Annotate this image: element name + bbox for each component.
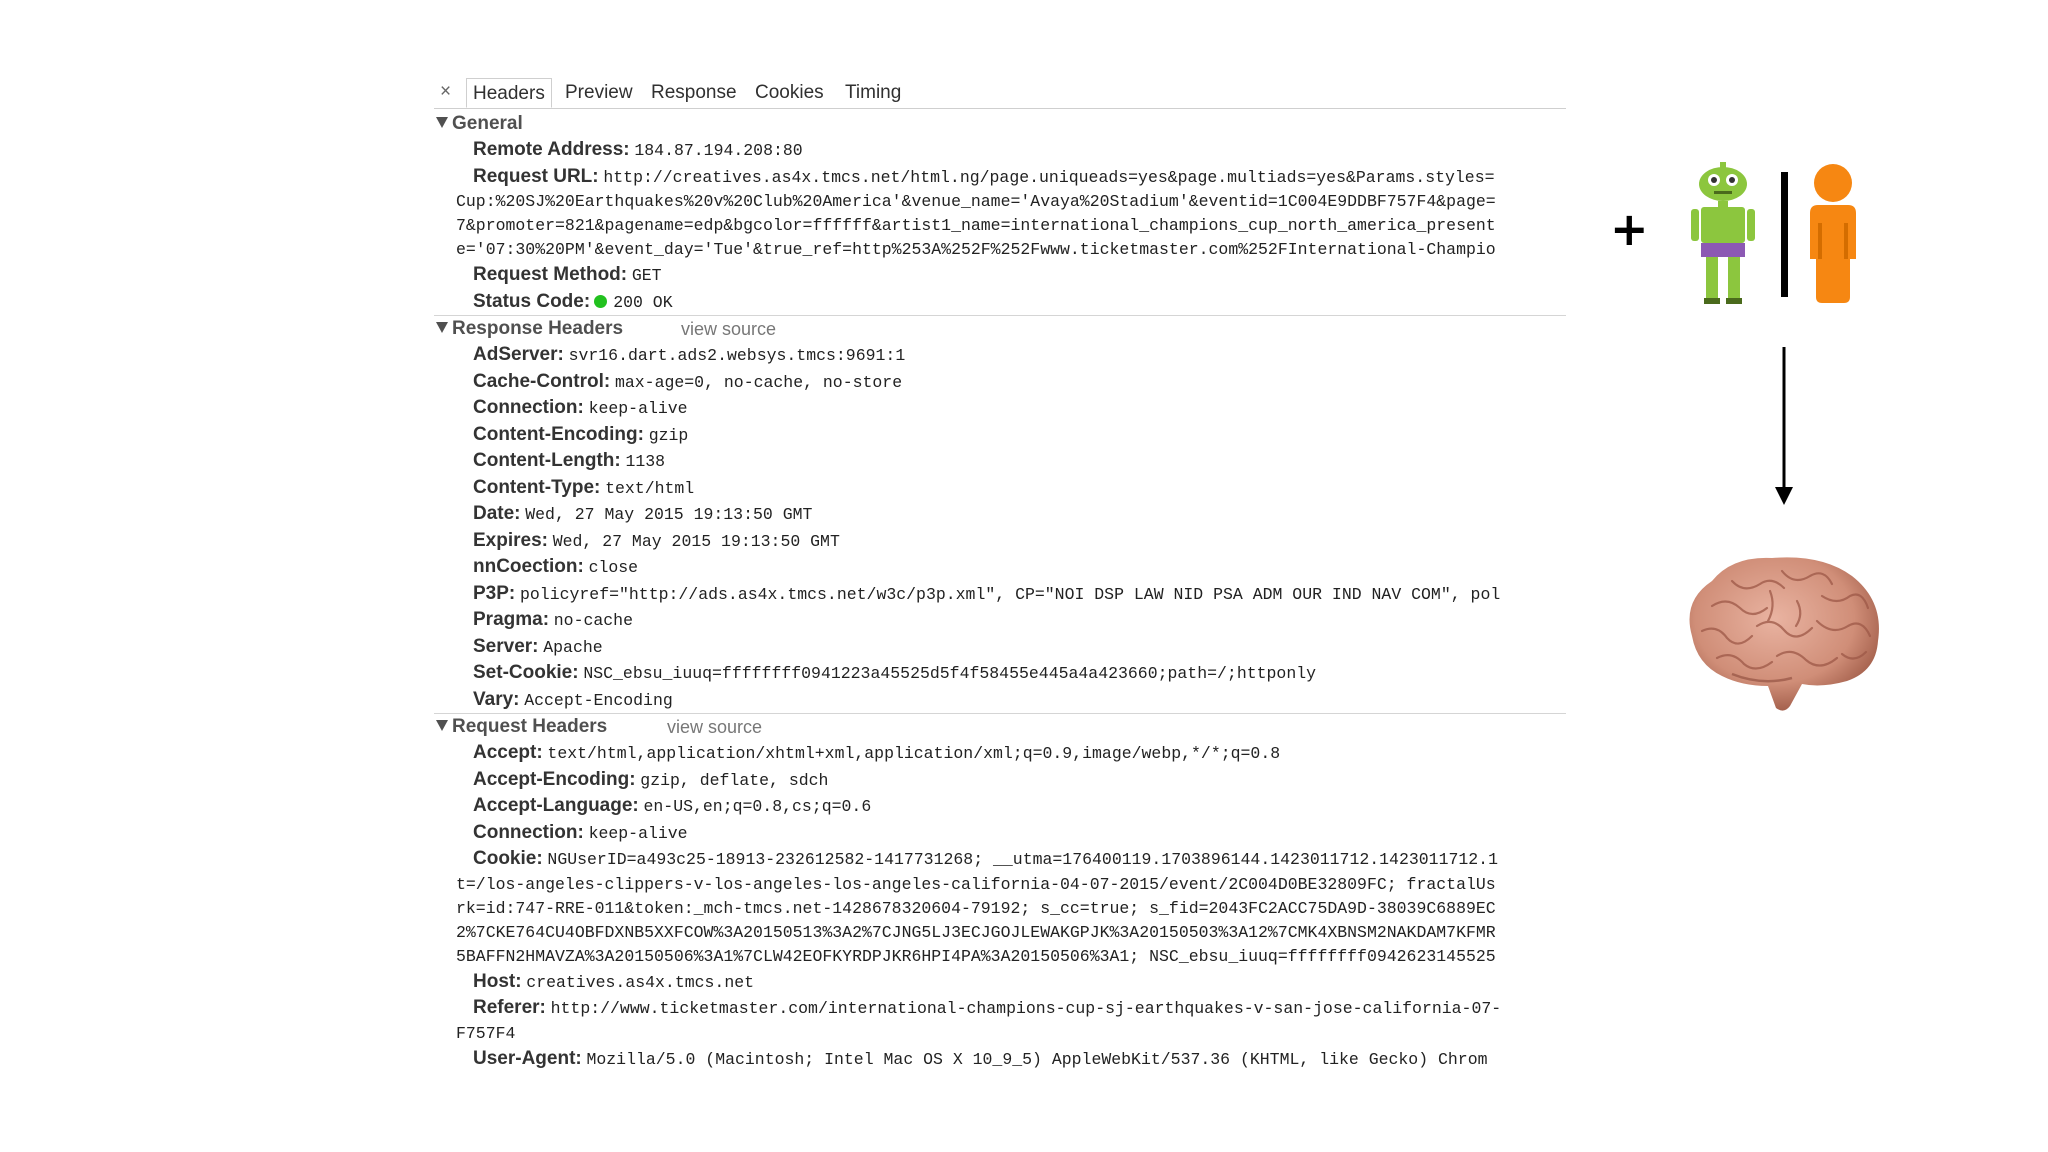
down-arrow-icon — [1774, 347, 1794, 505]
person-icon — [1804, 163, 1862, 303]
header-value: gzip, deflate, sdch — [640, 770, 829, 790]
cookie-continuation: rk=id:747-RRE-011&token:_mch-tmcs.net-1428678320604-79192; s_cc=true; s_fid=2043FC2ACC75DA9D-38039C6889EC — [456, 898, 1496, 918]
tab-preview[interactable]: Preview — [565, 82, 633, 103]
header-key: Request Method: — [473, 264, 628, 285]
header-value: Accept-Encoding — [524, 690, 673, 710]
header-value: no-cache — [553, 611, 633, 630]
response-header-row — [434, 422, 1566, 449]
status-code-row — [434, 289, 1566, 316]
response-header-row — [434, 554, 1566, 581]
header-key: Cache-Control: — [473, 370, 611, 392]
header-key: Connection: — [473, 397, 584, 418]
header-value: text/html,application/xhtml+xml,application/xml;q=0.9,image/webp,*/*;q=0.8 — [547, 744, 1281, 763]
response-header-row — [434, 687, 1566, 714]
response-header-row — [434, 660, 1566, 687]
tab-response[interactable]: Response — [651, 82, 737, 103]
header-value: http://www.ticketmaster.com/international-champions-cup-sj-earthquakes-v-san-jose-california-07- — [550, 999, 1502, 1018]
header-key: nnCoection: — [473, 556, 584, 577]
header-value: creatives.as4x.tmcs.net — [526, 972, 755, 992]
general-section-header[interactable] — [434, 111, 1566, 137]
close-icon[interactable]: × — [440, 81, 452, 102]
robot-icon — [1687, 160, 1759, 306]
general-title: General — [452, 113, 523, 134]
cookie-row — [434, 846, 1566, 873]
user-agent-row — [434, 1046, 1566, 1073]
tab-bar — [434, 78, 1566, 109]
collapse-triangle-icon — [436, 720, 448, 731]
accept-language-row — [434, 793, 1566, 820]
header-key: Pragma: — [473, 609, 550, 630]
view-source-link[interactable]: view source — [667, 717, 763, 737]
response-header-row — [434, 501, 1566, 528]
accept-encoding-row — [434, 767, 1566, 794]
header-value: Apache — [543, 637, 603, 657]
request-method-row — [434, 262, 1566, 289]
status-ok-icon — [594, 295, 607, 308]
header-value: policyref="http://ads.as4x.tmcs.net/w3c/p3p.xml", CP="NOI DSP LAW NID PSA ADM OUR IND NAV COM", pol — [519, 584, 1501, 604]
cookie-continuation: 2%7CKE764CU4OBFDXNB5XXFCOW%3A20150513%3A2%7CJNG5LJ3ECJGOJLEWAKGPJK%3A20150503%3A12%7CMK4XBNSM2NAKDAM7KFMR — [456, 922, 1496, 942]
request-headers-title: Request Headers — [452, 716, 608, 737]
tab-headers[interactable]: Headers — [466, 78, 552, 108]
header-key: Accept-Encoding: — [473, 768, 636, 790]
header-key: Status Code: — [473, 290, 591, 312]
response-headers-title: Response Headers — [452, 318, 624, 339]
devtools-network-panel — [434, 78, 1566, 1069]
request-url-continuation: Cup:%20SJ%20Earthquakes%20v%20Club%20America'&venue_name='Avaya%20Stadium'&eventid=1C004E9DDBF757F4&page= — [456, 192, 1496, 211]
cookie-continuation: t=/los-angeles-clippers-v-los-angeles-los-angeles-california-04-07-2015/event/2C004D0BE32809FC; fractalUs — [456, 874, 1496, 894]
request-url-continuation: e='07:30%20PM'&event_day='Tue'&true_ref=http%253A%252F%252Fwww.ticketmaster.com%252FInternational-Champio — [456, 240, 1496, 259]
response-headers-list — [434, 342, 1566, 713]
header-key: Vary: — [473, 688, 520, 710]
request-headers-section-header[interactable] — [434, 714, 1566, 740]
collapse-triangle-icon — [436, 117, 448, 128]
header-value: NGUserID=a493c25-18913-232612582-1417731268; __utma=176400119.1703896144.1423011712.1423011712.1 — [547, 850, 1498, 869]
response-header-row — [434, 448, 1566, 475]
header-value: NSC_ebsu_iuuq=ffffffff0941223a45525d5f4f58455e445a4a423660;path=/;httponly — [583, 664, 1317, 683]
header-value: http://creatives.as4x.tmcs.net/html.ng/page.uniqueads=yes&page.multiads=yes&Params.styles= — [603, 167, 1495, 187]
header-key: User-Agent: — [473, 1047, 582, 1069]
response-header-row — [434, 528, 1566, 555]
brain-icon — [1672, 546, 1892, 716]
accept-row — [434, 740, 1566, 767]
header-key: Content-Length: — [473, 450, 621, 471]
request-url-continuation: 7&promoter=821&pagename=edp&bgcolor=ffffff&artist1_name=international_champions_cup_north_america_present — [456, 216, 1496, 235]
header-key: Set-Cookie: — [473, 662, 579, 683]
header-value: svr16.dart.ads2.websys.tmcs:9691:1 — [568, 346, 906, 365]
header-value: gzip — [648, 425, 689, 445]
header-key: AdServer: — [473, 344, 564, 365]
header-key: Connection: — [473, 821, 584, 843]
response-header-row — [434, 607, 1566, 634]
header-value: Wed, 27 May 2015 19:13:50 GMT — [552, 531, 840, 551]
response-header-row — [434, 581, 1566, 608]
request-url-row — [434, 164, 1566, 191]
header-key: Server: — [473, 635, 539, 657]
header-key: Cookie: — [473, 848, 543, 869]
header-value: text/html — [605, 478, 695, 498]
header-key: Accept-Language: — [473, 795, 639, 816]
referer-row — [434, 995, 1566, 1022]
header-key: Request URL: — [473, 165, 599, 187]
header-value: keep-alive — [588, 823, 688, 843]
plus-sign: + — [1610, 202, 1649, 256]
tab-timing[interactable]: Timing — [845, 82, 902, 103]
header-value: close — [588, 558, 639, 577]
header-key: Content-Type: — [473, 476, 601, 498]
response-header-row — [434, 634, 1566, 661]
collapse-triangle-icon — [436, 322, 448, 333]
response-header-row — [434, 342, 1566, 369]
response-headers-section-header[interactable] — [434, 316, 1566, 342]
response-header-row — [434, 395, 1566, 422]
referer-continuation: F757F4 — [456, 1023, 516, 1043]
remote-address-row — [434, 137, 1566, 164]
connection-row — [434, 820, 1566, 847]
header-value: Wed, 27 May 2015 19:13:50 GMT — [525, 505, 813, 524]
header-value: max-age=0, no-cache, no-store — [614, 372, 903, 392]
header-key: P3P: — [473, 582, 516, 604]
header-key: Host: — [473, 970, 522, 992]
host-row — [434, 969, 1566, 996]
header-value: en-US,en;q=0.8,cs;q=0.6 — [643, 797, 872, 816]
header-value: 184.87.194.208:80 — [634, 141, 803, 160]
response-header-row — [434, 369, 1566, 396]
header-value: 1138 — [625, 452, 666, 471]
view-source-link[interactable]: view source — [681, 319, 777, 339]
separator-bar — [1781, 172, 1788, 297]
header-key: Expires: — [473, 529, 548, 551]
header-value: GET — [631, 266, 662, 285]
header-key: Remote Address: — [473, 139, 630, 160]
header-key: Content-Encoding: — [473, 423, 644, 445]
header-key: Date: — [473, 503, 521, 524]
response-header-row — [434, 475, 1566, 502]
header-key: Accept: — [473, 742, 543, 763]
tab-cookies[interactable]: Cookies — [755, 82, 824, 103]
header-value: Mozilla/5.0 (Macintosh; Intel Mac OS X 10_9_5) AppleWebKit/537.36 (KHTML, like Gecko) Chrom — [586, 1049, 1488, 1069]
header-value: 200 OK — [613, 292, 673, 312]
header-key: Referer: — [473, 997, 546, 1018]
header-value: keep-alive — [588, 399, 688, 418]
cookie-continuation: 5BAFFN2HMAVZA%3A20150506%3A1%7CLW42EOFKYRDPJKR6HPI4PA%3A20150506%3A1; NSC_ebsu_iuuq=ffffffff0942623145525 — [456, 946, 1496, 966]
